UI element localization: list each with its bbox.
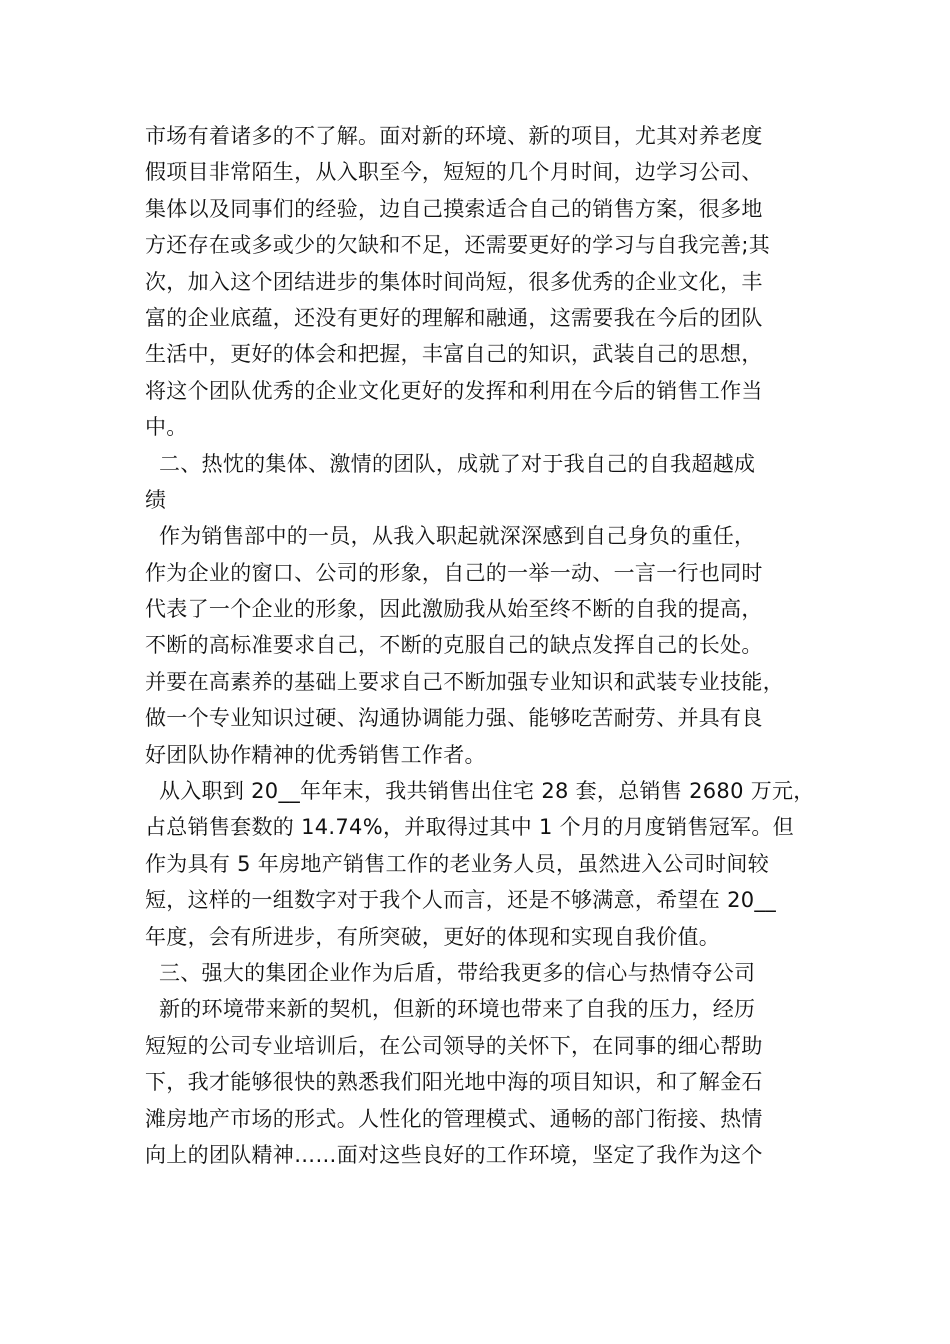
text-line: 年度，会有所进步，有所突破，更好的体现和实现自我价值。 <box>145 924 721 949</box>
text-line: 作为企业的窗口、公司的形象，自己的一举一动、一言一行也同时 <box>145 560 763 585</box>
text-line: 向上的团队精神……面对这些良好的工作环境，坚定了我作为这个 <box>145 1142 763 1167</box>
text-line: 假项目非常陌生，从入职至今，短短的几个月时间，边学习公司、 <box>145 160 763 185</box>
text-line: 次，加入这个团结进步的集体时间尚短，很多优秀的企业文化，丰 <box>145 269 763 294</box>
text-line: 占总销售套数的 14.74%，并取得过其中 1 个月的月度销售冠军。但 <box>145 815 794 840</box>
text-line: 好团队协作精神的优秀销售工作者。 <box>145 742 486 767</box>
body-text <box>145 118 825 1173</box>
text-line: 代表了一个企业的形象，因此激励我从始至终不断的自我的提高， <box>145 597 763 622</box>
text-line: 做一个专业知识过硬、沟通协调能力强、能够吃苦耐劳、并具有良 <box>145 706 763 731</box>
text-line: 不断的高标准要求自己，不断的克服自己的缺点发挥自己的长处。 <box>145 633 763 658</box>
text-line: 下，我才能够很快的熟悉我们阳光地中海的项目知识，和了解金石 <box>145 1070 763 1095</box>
text-line: 并要在高素养的基础上要求自己不断加强专业知识和武装专业技能， <box>145 669 784 694</box>
text-line: 富的企业底蕴，还没有更好的理解和融通，这需要我在今后的团队 <box>145 305 763 330</box>
section-heading: 三、强大的集团企业作为后盾，带给我更多的信心与热情夺公司 <box>145 960 756 985</box>
text-line: 作为具有 5 年房地产销售工作的老业务人员，虽然进入公司时间较 <box>145 851 770 876</box>
text-line: 滩房地产市场的形式。人性化的管理模式、通畅的部门衔接、热情 <box>145 1106 763 1131</box>
section-heading: 绩 <box>145 487 167 512</box>
text-line: 作为销售部中的一员，从我入职起就深深感到自己身负的重任， <box>145 524 756 549</box>
text-line: 将这个团队优秀的企业文化更好的发挥和利用在今后的销售工作当 <box>145 378 763 403</box>
text-line: 新的环境带来新的契机，但新的环境也带来了自我的压力，经历 <box>145 997 756 1022</box>
text-line: 集体以及同事们的经验，边自己摸索适合自己的销售方案，很多地 <box>145 196 763 221</box>
text-line: 生活中，更好的体会和把握，丰富自己的知识，武装自己的思想， <box>145 342 763 367</box>
text-line: 短短的公司专业培训后，在公司领导的关怀下，在同事的细心帮助 <box>145 1033 763 1058</box>
text-line: 方还存在或多或少的欠缺和不足，还需要更好的学习与自我完善;其 <box>145 233 771 258</box>
section-heading: 二、热忱的集体、激情的团队，成就了对于我自己的自我超越成 <box>145 451 756 476</box>
text-line: 从入职到 20__年年末，我共销售出住宅 28 套，总销售 2680 万元， <box>145 779 815 804</box>
text-line: 短，这样的一组数字对于我个人而言，还是不够满意，希望在 20__ <box>145 888 776 913</box>
text-line: 中。 <box>145 415 188 440</box>
text-line: 市场有着诸多的不了解。面对新的环境、新的项目，尤其对养老度 <box>145 124 763 148</box>
